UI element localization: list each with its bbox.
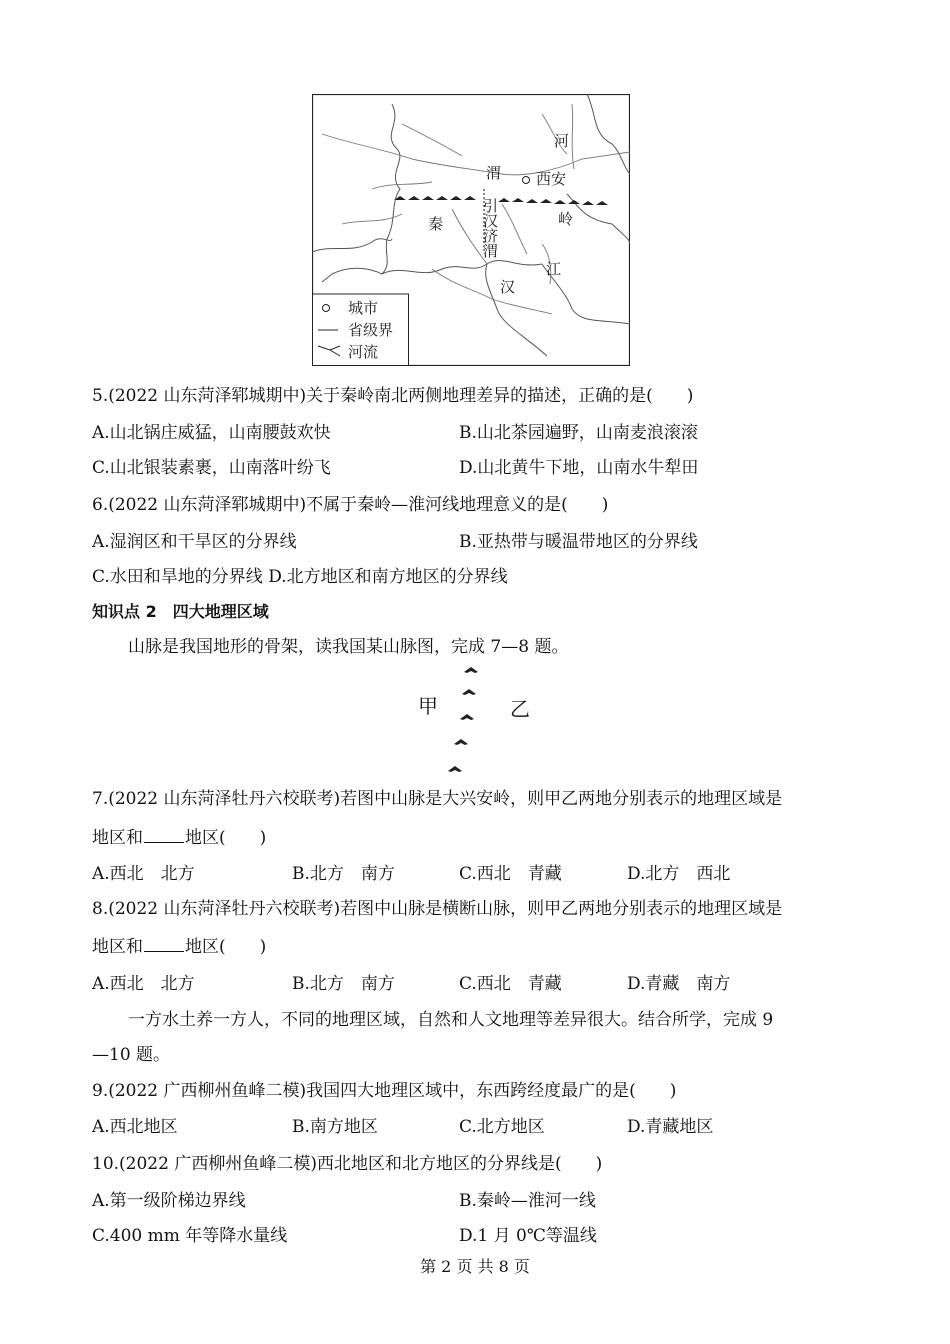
region-yi-label: 乙 [510, 697, 530, 721]
q7-blank [144, 826, 184, 843]
q10-stem [92, 1153, 602, 1175]
label-wei: 渭 [486, 164, 502, 182]
section-title: 知识点 2 四大地理区域 [92, 602, 269, 621]
q6-stem [92, 494, 608, 516]
q5-option-a: A.山北锅庄威猛，山南腰鼓欢快 [92, 423, 331, 443]
q9-stem [92, 1080, 676, 1102]
q7-option-d: D.北方 西北 [627, 864, 731, 884]
q7-answer-paren: ( ) [219, 828, 267, 848]
region-jia-label: 甲 [418, 694, 438, 718]
q10-option-c: C.400 mm 年等降水量线 [92, 1226, 288, 1246]
q9-option-b: B.南方地区 [292, 1117, 378, 1137]
q8-stem: 8.(2022 山东菏泽牡丹六校联考)若图中山脉是横断山脉，则甲乙两地分别表示的地理区域是 [92, 899, 783, 919]
q10-option-d: D.1 月 0℃等温线 [459, 1226, 597, 1246]
q7-option-c: C.西北 青藏 [459, 864, 562, 884]
q6-option-b: B.亚热带与暖温带地区的分界线 [459, 532, 698, 552]
q7-stem: 7.(2022 山东菏泽牡丹六校联考)若图中山脉是大兴安岭，则甲乙两地分别表示的地理区域是 [92, 789, 783, 809]
q10-stem-text: 10.(2022 广西柳州鱼峰二模)西北地区和北方地区的分界线是 [92, 1154, 555, 1174]
mountain-ridge-figure [440, 664, 500, 779]
q10-answer-paren: ( ) [554, 1154, 603, 1174]
intro-910-line2: —10 题。 [92, 1045, 171, 1065]
q9-option-a: A.西北地区 [92, 1117, 178, 1137]
q5-option-b: B.山北茶园遍野，山南麦浪滚滚 [459, 423, 698, 443]
q7-option-a: A.西北 北方 [92, 864, 195, 884]
q5-stem-text: 5.(2022 山东菏泽郓城期中)关于秦岭南北两侧地理差异的描述，正确的是 [92, 386, 647, 406]
q6-stem-text: 6.(2022 山东菏泽郓城期中)不属于秦岭—淮河线地理意义的是 [92, 495, 562, 515]
q6-answer-paren: ( ) [561, 495, 609, 515]
label-ling: 岭 [558, 210, 574, 228]
page-footer: 第 2 页 共 8 页 [420, 1257, 530, 1276]
label-qin: 秦 [428, 215, 444, 233]
q5-option-c: C.山北银装素裹，山南落叶纷飞 [92, 458, 331, 478]
label-yin-han-ji-wei: 引汉济渭 [481, 198, 499, 258]
q5-answer-paren: ( ) [646, 386, 694, 406]
legend-river-label: 河流 [348, 343, 379, 361]
q9-option-c: C.北方地区 [459, 1117, 545, 1137]
intro-910-line1: 一方水土养一方人，不同的地理区域，自然和人文地理等差异很大。结合所学，完成 9 [128, 1010, 774, 1030]
q10-option-a: A.第一级阶梯边界线 [92, 1191, 246, 1211]
q6-option-cd: C.水田和旱地的分界线 D.北方地区和南方地区的分界线 [92, 567, 508, 587]
q9-answer-paren: ( ) [629, 1081, 677, 1101]
q8-option-b: B.北方 南方 [292, 974, 395, 994]
legend-city-label: 城市 [348, 299, 379, 317]
q10-option-b: B.秦岭—淮河一线 [459, 1191, 596, 1211]
label-xian: 西安 [536, 170, 567, 188]
q8-blank [144, 935, 184, 952]
map-legend [313, 294, 409, 366]
mountain-icon [448, 667, 478, 772]
label-he: 河 [554, 132, 570, 150]
q8-stem-cont: 地区和 地区( ) [92, 937, 267, 957]
legend-border-label: 省级界 [348, 321, 394, 339]
q7-option-b: B.北方 南方 [292, 864, 395, 884]
q6-option-a: A.湿润区和干旱区的分界线 [92, 532, 297, 552]
q8-option-a: A.西北 北方 [92, 974, 195, 994]
label-jiang: 江 [546, 260, 562, 278]
q8-answer-paren: ( ) [219, 937, 267, 957]
q9-stem-text: 9.(2022 广西柳州鱼峰二模)我国四大地理区域中，东西跨经度最广的是 [92, 1081, 630, 1101]
section-intro: 山脉是我国地形的骨架，读我国某山脉图，完成 7—8 题。 [128, 637, 569, 657]
city-icon [323, 305, 330, 312]
q5-option-d: D.山北黄牛下地，山南水牛犁田 [459, 458, 699, 478]
q9-option-d: D.青藏地区 [627, 1117, 714, 1137]
qinling-map [312, 94, 630, 366]
q7-stem-cont: 地区和 地区( ) [92, 828, 267, 848]
q5-stem [92, 385, 693, 407]
label-han: 汉 [500, 278, 516, 296]
q8-option-d: D.青藏 南方 [627, 974, 731, 994]
q8-option-c: C.西北 青藏 [459, 974, 562, 994]
